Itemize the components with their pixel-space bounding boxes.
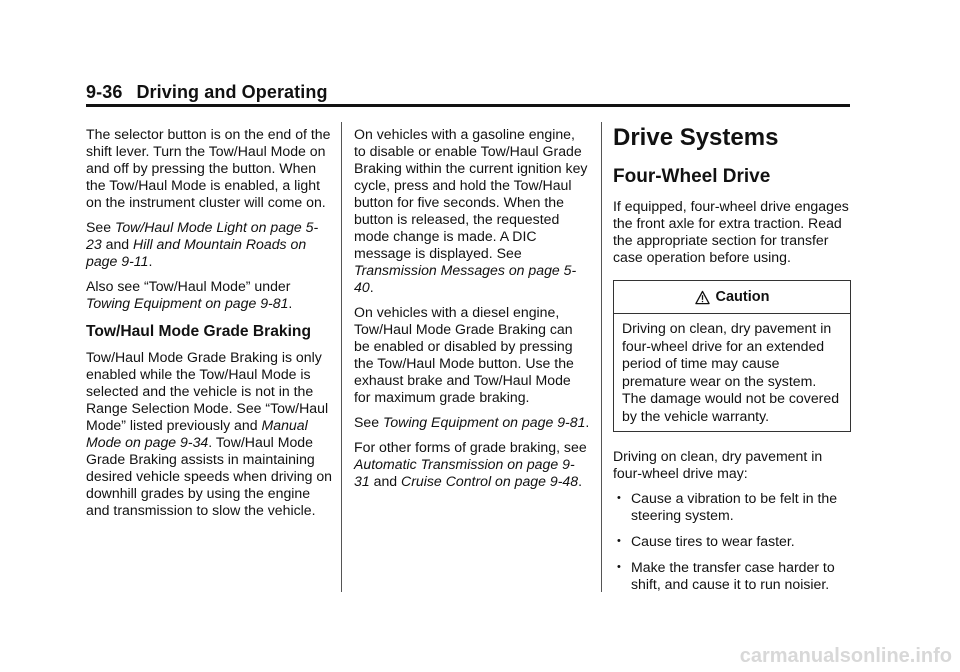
subsection-heading: Tow/Haul Mode Grade Braking: [86, 323, 311, 340]
text: Also see “Tow/Haul Mode” under: [86, 278, 291, 294]
text: .: [148, 253, 153, 269]
text: See: [354, 414, 383, 430]
text: and: [101, 236, 134, 252]
paragraph: [354, 439, 590, 490]
cross-reference-link[interactable]: Manual Mode on page 9-34: [86, 417, 308, 450]
column-divider-1: [341, 122, 342, 592]
text: . Tow/Haul Mode Grade Braking assists in maintaining desired vehicle speeds when driving on downhill grades by using the engine and transmission to slow the vehicle.: [86, 434, 333, 518]
paragraph: [86, 278, 332, 312]
bullet-list: [613, 490, 853, 593]
text: On vehicles with a gasoline engine, to disable or enable Tow/Haul Grade Braking within the current ignition key cycle, press and hold the Tow/Haul button for five seconds. When the button is released, the requested mode change is made. A DIC message is displayed. See: [354, 126, 588, 261]
cross-reference-link[interactable]: Hill and Mountain Roads on page 9-11: [86, 236, 307, 269]
list-item-text: Make the transfer case harder to shift, and cause it to run noisier.: [631, 559, 835, 592]
cross-reference-link[interactable]: Transmission Messages on page 5-40: [354, 262, 577, 295]
caution-header: [614, 281, 850, 314]
text: For other forms of grade braking, see: [354, 439, 587, 455]
paragraph: Driving on clean, dry pavement in four-wheel drive may:: [613, 448, 823, 481]
cross-reference-link[interactable]: Towing Equipment on page 9-81: [86, 295, 289, 311]
page-number: 9-36: [86, 82, 123, 102]
caution-box: [613, 280, 851, 432]
list-item-text: Cause tires to wear faster.: [631, 533, 795, 549]
text: Tow/Haul Mode Grade Braking is only enabled while the Tow/Haul Mode is selected and the vehicle is not in the Range Selection Mode. See “Tow/Haul Mode” listed previously and: [86, 349, 329, 433]
column-3: [613, 124, 853, 602]
column-2: [354, 126, 590, 498]
page-title: [86, 82, 850, 103]
text: See: [86, 219, 115, 235]
column-1: [86, 126, 332, 527]
paragraph: If equipped, four-wheel drive engages the front axle for extra traction. Read the appropriate section for transfer case operation before using.: [613, 198, 849, 265]
watermark: carmanualsonline.info: [739, 645, 952, 667]
text: .: [578, 473, 583, 489]
warning-triangle-icon: [695, 290, 710, 305]
paragraph: [86, 349, 332, 519]
cross-reference-link[interactable]: Cruise Control on page 9-48: [401, 473, 579, 489]
list-item: [613, 533, 853, 550]
text: .: [585, 414, 590, 430]
text: .: [369, 279, 374, 295]
text: and: [369, 473, 402, 489]
section-title: Driving and Operating: [136, 82, 328, 102]
caution-title: Caution: [715, 288, 770, 305]
bullet-icon: •: [617, 492, 621, 504]
cross-reference-link[interactable]: Towing Equipment on page 9-81: [383, 414, 586, 430]
paragraph: [354, 414, 590, 431]
bullet-icon: •: [617, 561, 621, 573]
bullet-icon: •: [617, 535, 621, 547]
caution-text: Driving on clean, dry pavement in four-wheel drive for an extended period of time may cause premature wear on the system. The damage would not be covered by the vehicle warranty.: [622, 320, 840, 424]
list-item: [613, 559, 853, 593]
column-divider-2: [601, 122, 602, 592]
list-item-text: Cause a vibration to be felt in the steering system.: [631, 490, 838, 523]
cross-reference-link[interactable]: Tow/Haul Mode Light on page 5-23: [86, 219, 319, 252]
paragraph: On vehicles with a diesel engine, Tow/Haul Mode Grade Braking can be enabled or disabled by pressing the Tow/Haul Mode button. Use the exhaust brake and Tow/Haul Mode for maximum grade braking.: [354, 304, 574, 405]
list-item: [613, 490, 853, 524]
page-header: [86, 82, 850, 103]
cross-reference-link[interactable]: Automatic Transmission on page 9-31: [354, 456, 575, 489]
paragraph: The selector button is on the end of the shift lever. Turn the Tow/Haul Mode on and off by pressing the button. When the Tow/Haul Mode is enabled, a light on the instrument cluster will come on.: [86, 126, 331, 210]
text: .: [288, 295, 293, 311]
header-rule: [86, 104, 850, 107]
section-heading: Drive Systems: [613, 124, 779, 151]
paragraph: [354, 126, 590, 296]
paragraph: [86, 219, 332, 270]
subsection-heading: Four-Wheel Drive: [613, 166, 771, 187]
